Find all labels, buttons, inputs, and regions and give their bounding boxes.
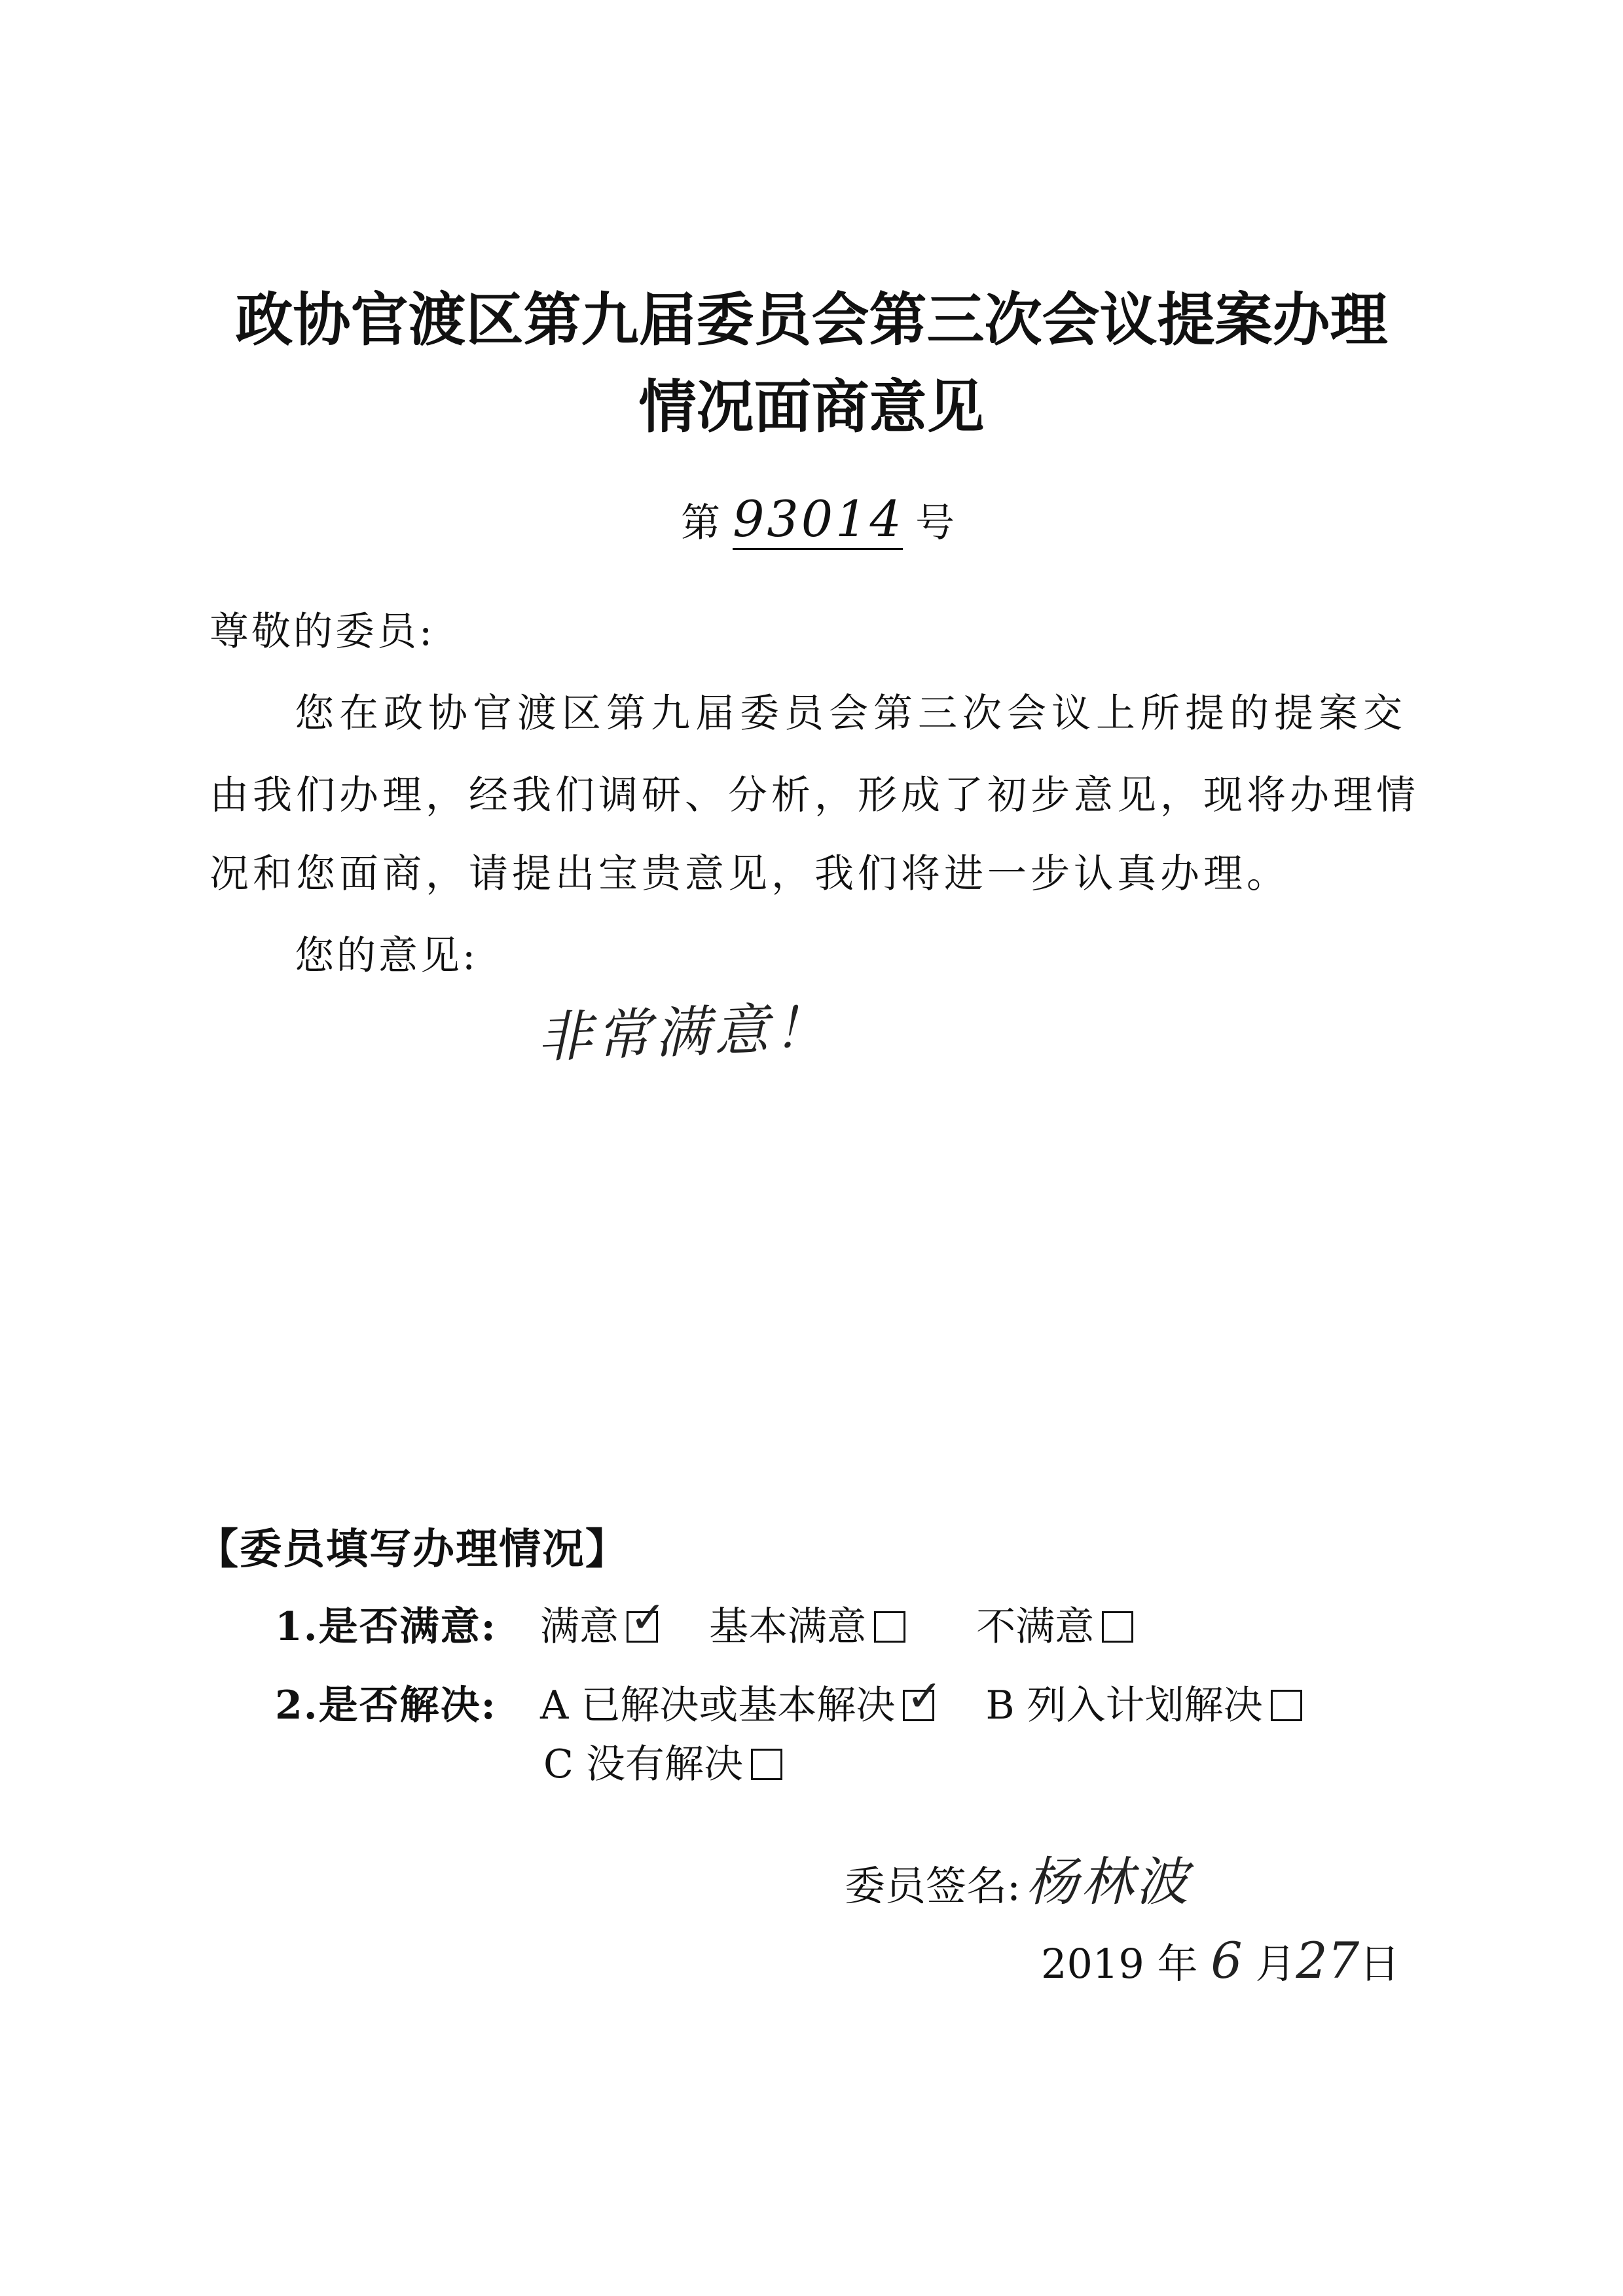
checkmark-icon: ✓	[906, 1671, 943, 1721]
satisfaction-row	[275, 1592, 1140, 1650]
form-section-heading: 【委员填写办理情况】	[196, 1525, 629, 1574]
resolution-option-a[interactable]	[539, 1671, 943, 1728]
option-label: 不满意	[976, 1604, 1095, 1650]
signature-label: 委员签名:	[845, 1862, 1021, 1910]
checkmark-icon: ✓	[629, 1592, 666, 1643]
resolution-option-b[interactable]	[985, 1683, 1309, 1728]
paragraph-line: 您在政协官渡区第九届委员会第三次会议上所提的提案交	[295, 691, 1408, 737]
proposal-number-value: 93014	[733, 490, 903, 550]
satisfaction-option-basic[interactable]	[709, 1604, 912, 1650]
resolution-row-continued	[543, 1741, 789, 1787]
document-title-line2: 情况面商意见	[638, 373, 985, 441]
date-day-unit: 日	[1359, 1940, 1400, 1988]
date-day: 27	[1296, 1931, 1360, 1990]
satisfaction-option-unsatisfied[interactable]	[976, 1604, 1140, 1650]
handwritten-opinion: 非常满意！	[536, 995, 833, 1070]
paragraph-line: 由我们办理，经我们调研、分析，形成了初步意见，现将办理情	[210, 773, 1419, 818]
satisfaction-option-satisfied[interactable]	[539, 1592, 666, 1650]
checkbox-checked[interactable]	[627, 1592, 666, 1643]
satisfaction-label: 1.是否满意:	[275, 1604, 497, 1650]
signature-block	[845, 1840, 1191, 1915]
checkbox[interactable]	[1102, 1611, 1133, 1643]
document-title-line1: 政协官渡区第九届委员会第三次会议提案办理	[235, 286, 1388, 354]
date-year-unit: 年	[1157, 1940, 1198, 1988]
date-month-unit: 月	[1255, 1940, 1296, 1988]
option-label: A 已解决或基本解决	[539, 1683, 896, 1728]
proposal-number	[681, 490, 955, 548]
paragraph-line: 况和您面商，请提出宝贵意见，我们将进一步认真办理。	[210, 851, 1290, 897]
checkbox[interactable]	[751, 1749, 782, 1780]
proposal-number-suffix: 号	[915, 500, 955, 546]
proposal-number-prefix: 第	[681, 500, 720, 546]
option-label: 满意	[539, 1604, 619, 1650]
date-line	[1041, 1931, 1400, 1990]
date-year: 2019	[1041, 1940, 1144, 1988]
resolution-option-c[interactable]	[543, 1741, 789, 1787]
checkbox-checked[interactable]	[903, 1671, 943, 1721]
checkbox[interactable]	[874, 1611, 905, 1643]
salutation: 尊敬的委员:	[210, 609, 435, 655]
date-month: 6	[1211, 1931, 1243, 1990]
resolution-row	[275, 1671, 1309, 1728]
resolution-label: 2.是否解决:	[275, 1683, 497, 1728]
checkbox[interactable]	[1271, 1690, 1302, 1721]
option-label: 基本满意	[709, 1604, 867, 1650]
opinion-label: 您的意见:	[295, 933, 479, 979]
signature-handwritten: 杨林波	[1025, 1851, 1191, 1912]
option-label: C 没有解决	[543, 1741, 743, 1787]
option-label: B 列入计划解决	[985, 1683, 1263, 1728]
